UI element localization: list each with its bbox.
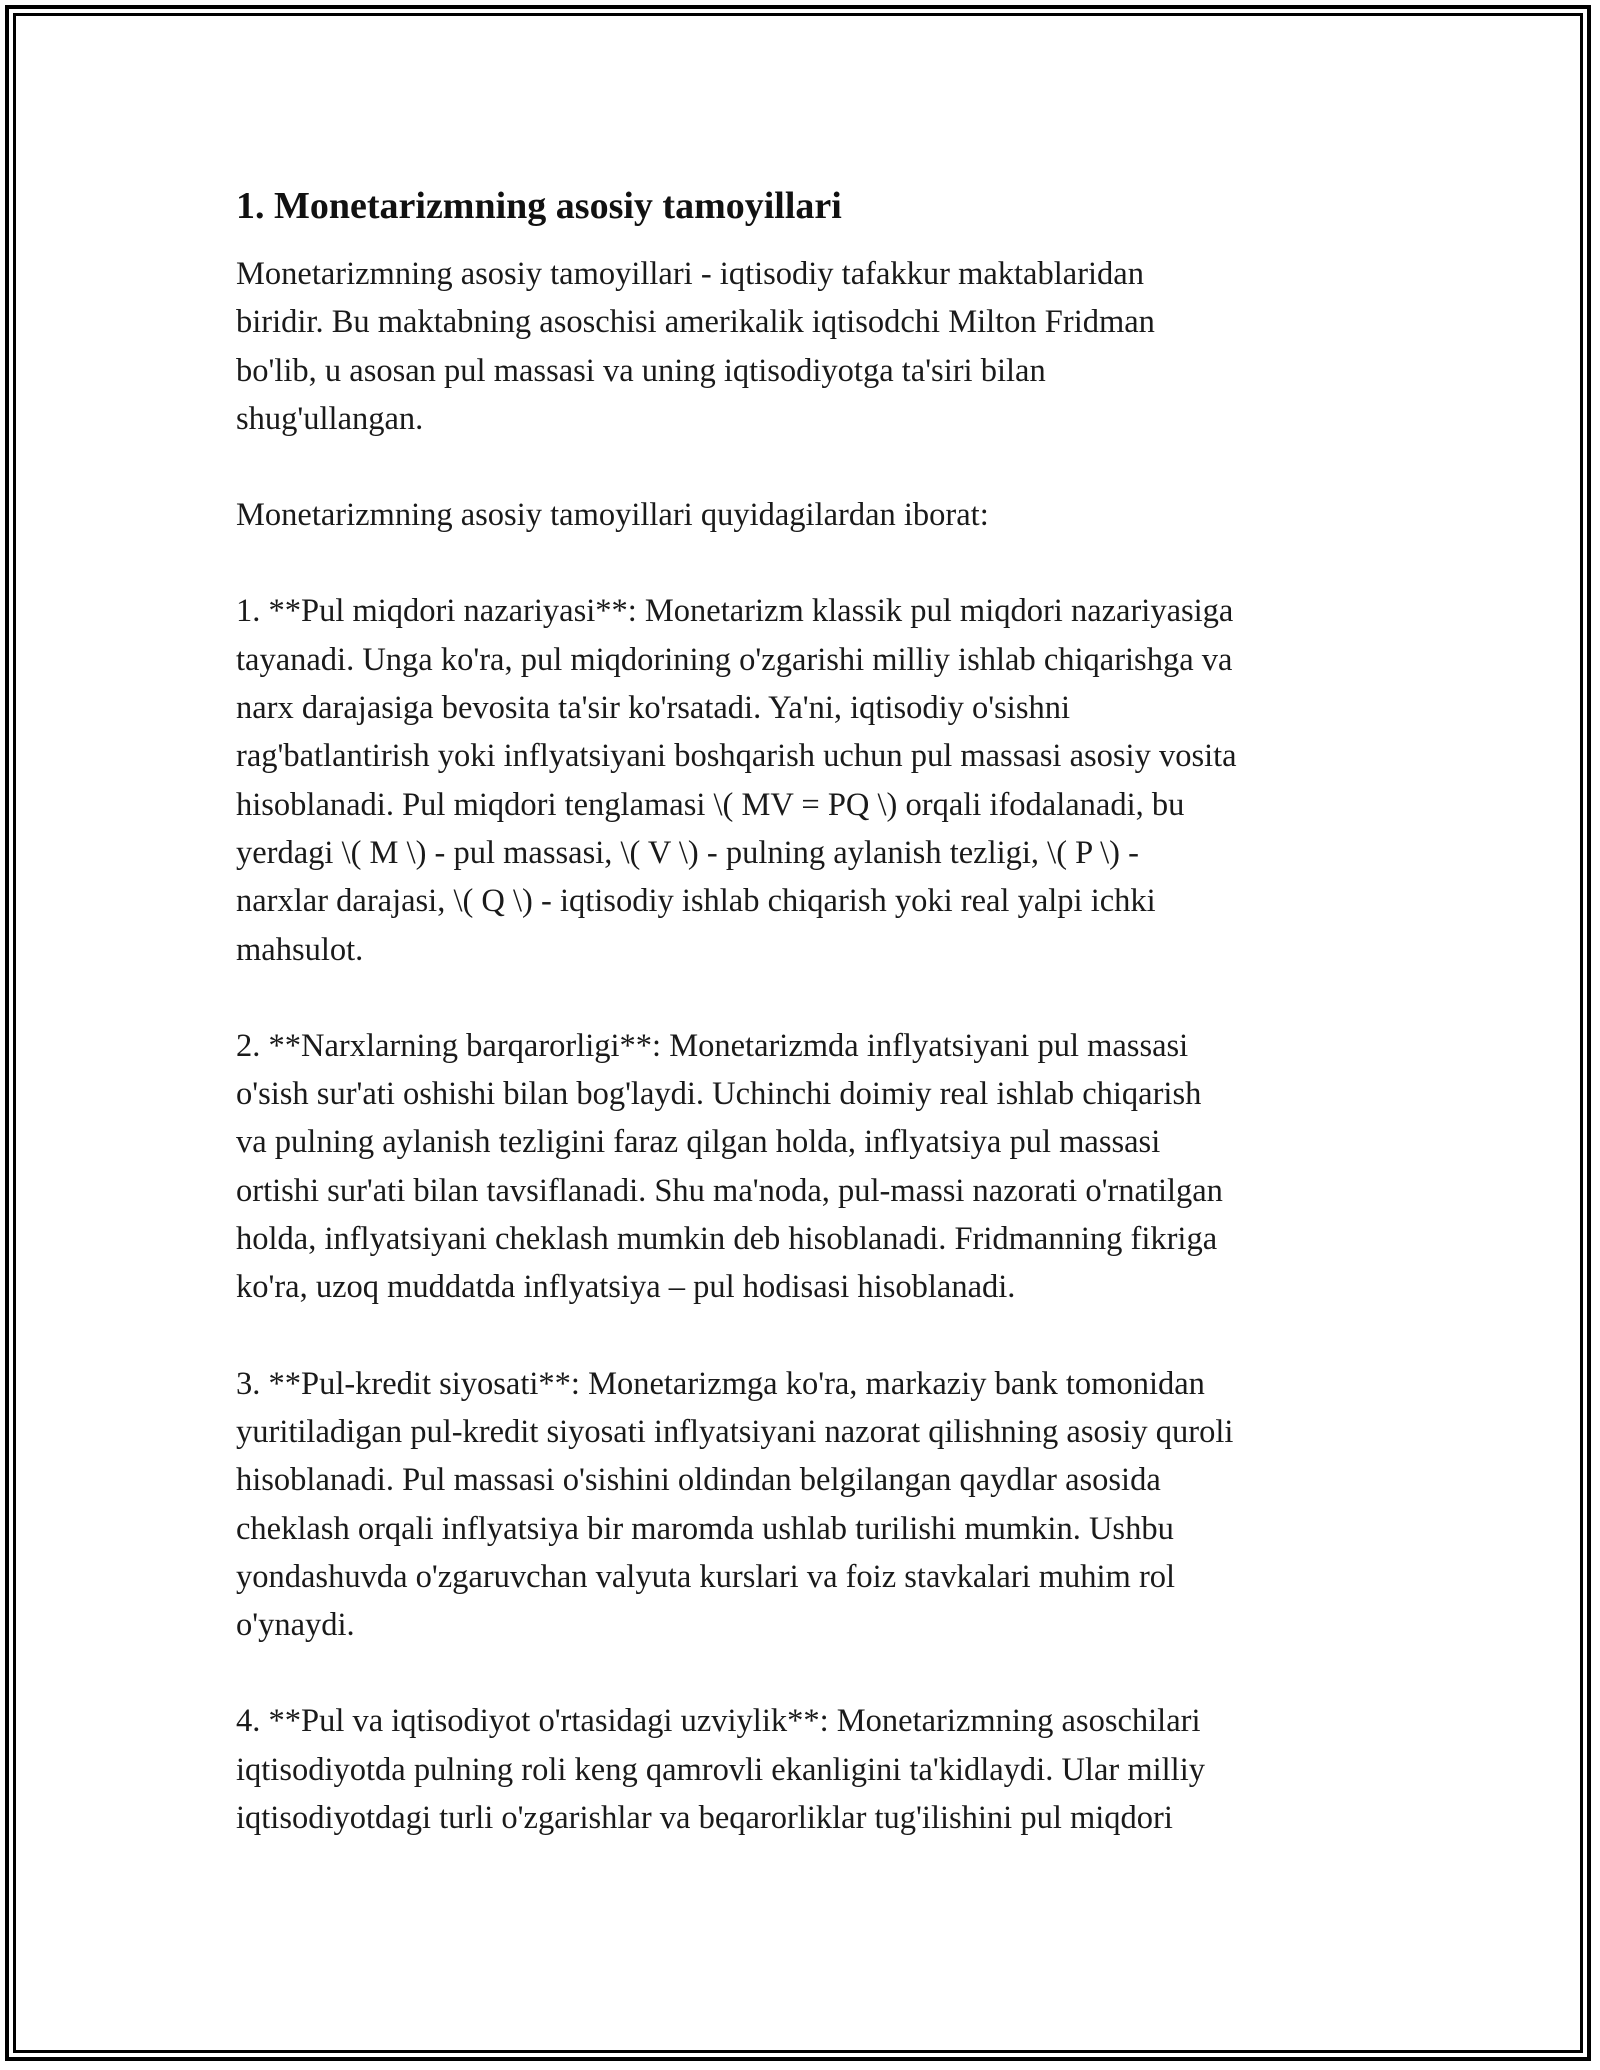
text-line: tayanadi. Unga ko'ra, pul miqdorining o'zgarishi milliy ishlab chiqarishga va [236, 641, 1233, 678]
text-line: biridir. Bu maktabning asoschisi amerikalik iqtisodchi Milton Fridman [236, 304, 1155, 341]
text-line: 1. **Pul miqdori nazariyasi**: Monetarizm klassik pul miqdori nazariyasiga [236, 593, 1234, 630]
text-line: ko'ra, uzoq muddatda inflyatsiya – pul hodisasi hisoblanadi. [236, 1269, 1016, 1306]
text-line: hisoblanadi. Pul miqdori tenglamasi \( MV = PQ \) orqali ifodalanadi, bu [236, 786, 1185, 823]
text-line: yondashuvda o'zgaruvchan valyuta kurslari va foiz stavkalari muhim rol [236, 1558, 1176, 1595]
paragraph-item-4 [236, 1697, 1386, 1842]
text-line: o'sish sur'ati oshishi bilan bog'laydi. Uchinchi doimiy real ishlab chiqarish [236, 1076, 1202, 1113]
text-line: bo'lib, u asosan pul massasi va uning iqtisodiyotga ta'siri bilan [236, 352, 1046, 389]
text-line: ortishi sur'ati bilan tavsiflanadi. Shu ma'noda, pul-massi nazorati o'rnatilgan [236, 1172, 1223, 1209]
text-line: mahsulot. [236, 931, 364, 968]
document-title: 1. Monetarizmning asosiy tamoyillari [236, 185, 842, 227]
text-line: o'ynaydi. [236, 1607, 355, 1644]
text-line: 2. **Narxlarning barqarorligi**: Monetarizmda inflyatsiyani pul massasi [236, 1027, 1189, 1064]
text-line: iqtisodiyotda pulning roli keng qamrovli ekanligini ta'kidlaydi. Ular milliy [236, 1751, 1205, 1788]
text-line: rag'batlantirish yoki inflyatsiyani boshqarish uchun pul massasi asosiy vosita [236, 738, 1237, 775]
text-line: hisoblanadi. Pul massasi o'sishini oldindan belgilangan qaydlar asosida [236, 1462, 1161, 1499]
text-line: va pulning aylanish tezligini faraz qilgan holda, inflyatsiya pul massasi [236, 1124, 1161, 1161]
paragraph-item-1 [236, 587, 1386, 973]
text-line: narx darajasiga bevosita ta'sir ko'rsatadi. Ya'ni, iqtisodiy o'sishni [236, 690, 1071, 727]
text-line: 4. **Pul va iqtisodiyot o'rtasidagi uzviylik**: Monetarizmning asoschilari [236, 1703, 1201, 1740]
paragraph-list-intro [236, 491, 1386, 539]
text-line: holda, inflyatsiyani cheklash mumkin deb hisoblanadi. Fridmanning fikriga [236, 1221, 1218, 1258]
document-body [236, 182, 1386, 1890]
text-line: iqtisodiyotdagi turli o'zgarishlar va beqarorliklar tug'ilishini pul miqdori [236, 1800, 1173, 1837]
paragraph-intro [236, 250, 1386, 443]
text-line: yerdagi \( M \) - pul massasi, \( V \) - pulning aylanish tezligi, \( P \) - [236, 834, 1139, 871]
text-line: Monetarizmning asosiy tamoyillari quyidagilardan iborat: [236, 497, 989, 534]
text-line: Monetarizmning asosiy tamoyillari - iqtisodiy tafakkur maktablaridan [236, 256, 1144, 292]
text-line: cheklash orqali inflyatsiya bir maromda ushlab turilishi mumkin. Ushbu [236, 1510, 1174, 1547]
text-line: yuritiladigan pul-kredit siyosati inflyatsiyani nazorat qilishning asosiy quroli [236, 1413, 1234, 1450]
paragraph-item-3 [236, 1360, 1386, 1650]
text-line: narxlar darajasi, \( Q \) - iqtisodiy ishlab chiqarish yoki real yalpi ichki [236, 883, 1156, 920]
text-line: shug'ullangan. [236, 400, 424, 437]
paragraph-item-2 [236, 1022, 1386, 1312]
text-line: 3. **Pul-kredit siyosati**: Monetarizmga ko'ra, markaziy bank tomonidan [236, 1365, 1205, 1402]
